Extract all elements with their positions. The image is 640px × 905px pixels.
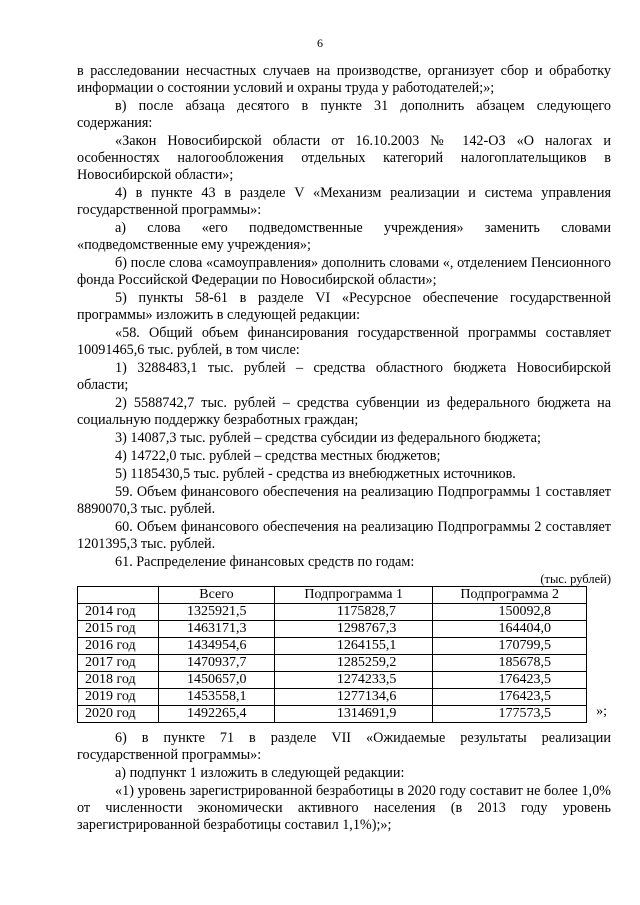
year-cell: 2016 год <box>78 638 159 655</box>
subprogram2-cell: 150092,8 <box>433 604 587 621</box>
year-cell: 2019 год <box>78 689 159 706</box>
subprogram1-cell: 1274233,5 <box>274 672 433 689</box>
subprogram1-cell: 1264155,1 <box>274 638 433 655</box>
table-closing-quote: »; <box>596 704 607 720</box>
paragraph: 1) 3288483,1 тыс. рублей – средства областного бюджета Новосибирской области; <box>77 359 611 393</box>
paragraph: 2) 5588742,7 тыс. рублей – средства субвенции из федерального бюджета на социальную поддержку безработных граждан; <box>77 394 611 428</box>
total-cell: 1492265,4 <box>159 706 275 723</box>
paragraph: в) после абзаца десятого в пункте 31 дополнить абзацем следующего содержания: <box>77 98 611 131</box>
finance-by-year-table <box>77 586 587 723</box>
paragraph: а) подпункт 1 изложить в следующей редакции: <box>115 765 405 782</box>
total-cell: 1470937,7 <box>159 655 275 672</box>
finance-table-wrapper <box>77 586 611 723</box>
year-cell: 2020 год <box>78 706 159 723</box>
table-header-cell: Подпрограмма 2 <box>433 587 587 604</box>
paragraphs-bottom <box>77 730 611 834</box>
table-header-cell: Всего <box>159 587 275 604</box>
paragraph: б) после слова «самоуправления» дополнить словами «, отделением Пенсионного фонда Российской Федерации по Новосибирской области»; <box>77 254 611 288</box>
subprogram2-cell: 177573,5 <box>433 706 587 723</box>
subprogram2-cell: 176423,5 <box>433 672 587 689</box>
total-cell: 1453558,1 <box>159 689 275 706</box>
paragraph: 3) 14087,3 тыс. рублей – средства субсидии из федерального бюджета; <box>115 429 541 446</box>
subprogram1-cell: 1298767,3 <box>274 621 433 638</box>
total-cell: 1450657,0 <box>159 672 275 689</box>
total-cell: 1434954,6 <box>159 638 275 655</box>
year-cell: 2014 год <box>78 604 159 621</box>
table-units: (тыс. рублей) <box>540 572 611 587</box>
table-row <box>78 706 587 723</box>
table-header-cell: Подпрограмма 1 <box>274 587 433 604</box>
table-row <box>78 689 587 706</box>
table-row <box>78 604 587 621</box>
table-row <box>78 621 587 638</box>
subprogram2-cell: 185678,5 <box>433 655 587 672</box>
paragraph: 4) 14722,0 тыс. рублей – средства местных бюджетов; <box>115 448 441 464</box>
year-cell: 2018 год <box>78 672 159 689</box>
paragraph: 60. Объем финансового обеспечения на реализацию Подпрограммы 2 составляет 1201395,3 тыс. рублей. <box>77 519 611 553</box>
table-row <box>78 638 587 655</box>
total-cell: 1463171,3 <box>159 621 275 638</box>
table-header-cell <box>78 587 159 604</box>
year-cell: 2017 год <box>78 655 159 672</box>
paragraphs-top <box>77 63 611 571</box>
paragraph: 6) в пункте 71 в разделе VII «Ожидаемые результаты реализации государственной программы»: <box>77 730 611 764</box>
subprogram2-cell: 170799,5 <box>433 638 587 655</box>
paragraph: «58. Общий объем финансирования государственной программы составляет 10091465,6 тыс. рублей, в том числе: <box>77 324 611 358</box>
table-row <box>78 672 587 689</box>
subprogram2-cell: 176423,5 <box>433 689 587 706</box>
document-body <box>77 63 611 835</box>
table-row <box>78 655 587 672</box>
table-header-row <box>78 587 587 604</box>
paragraph: 4) в пункте 43 в разделе V «Механизм реализации и система управления государственной программы»: <box>77 184 611 218</box>
paragraph: 61. Распределение финансовых средств по годам: <box>115 554 415 571</box>
page-number: 6 <box>317 36 323 50</box>
subprogram1-cell: 1285259,2 <box>274 655 433 672</box>
paragraph: «1) уровень зарегистрированной безработицы в 2020 году составит не более 1,0% от численности экономически активного населения (в 2013 году уровень зарегистрированной безработицы составил 1,1%);»; <box>77 783 611 834</box>
total-cell: 1325921,5 <box>159 604 275 621</box>
paragraph: 5) пункты 58-61 в разделе VI «Ресурсное обеспечение государственной программы» изложить в следующей редакции: <box>77 289 611 323</box>
subprogram2-cell: 164404,0 <box>433 621 587 638</box>
subprogram1-cell: 1175828,7 <box>274 604 433 621</box>
subprogram1-cell: 1314691,9 <box>274 706 433 723</box>
table-body <box>78 604 587 723</box>
subprogram1-cell: 1277134,6 <box>274 689 433 706</box>
paragraph: «Закон Новосибирской области от 16.10.2003 № 142-ОЗ «О налогах и особенностях налогообложения отдельных категорий налогоплательщиков в Новосибирской области»; <box>77 133 611 183</box>
paragraph: 5) 1185430,5 тыс. рублей - средства из внебюджетных источников. <box>115 466 516 483</box>
paragraph: в расследовании несчастных случаев на производстве, организует сбор и обработку информации о состоянии условий и охраны труда у работодателей;»; <box>77 63 611 96</box>
paragraph: 59. Объем финансового обеспечения на реализацию Подпрограммы 1 составляет 8890070,3 тыс. рублей. <box>77 484 611 518</box>
year-cell: 2015 год <box>78 621 159 638</box>
paragraph: а) слова «его подведомственные учреждения» заменить словами «подведомственные ему учреждения»; <box>77 219 611 253</box>
